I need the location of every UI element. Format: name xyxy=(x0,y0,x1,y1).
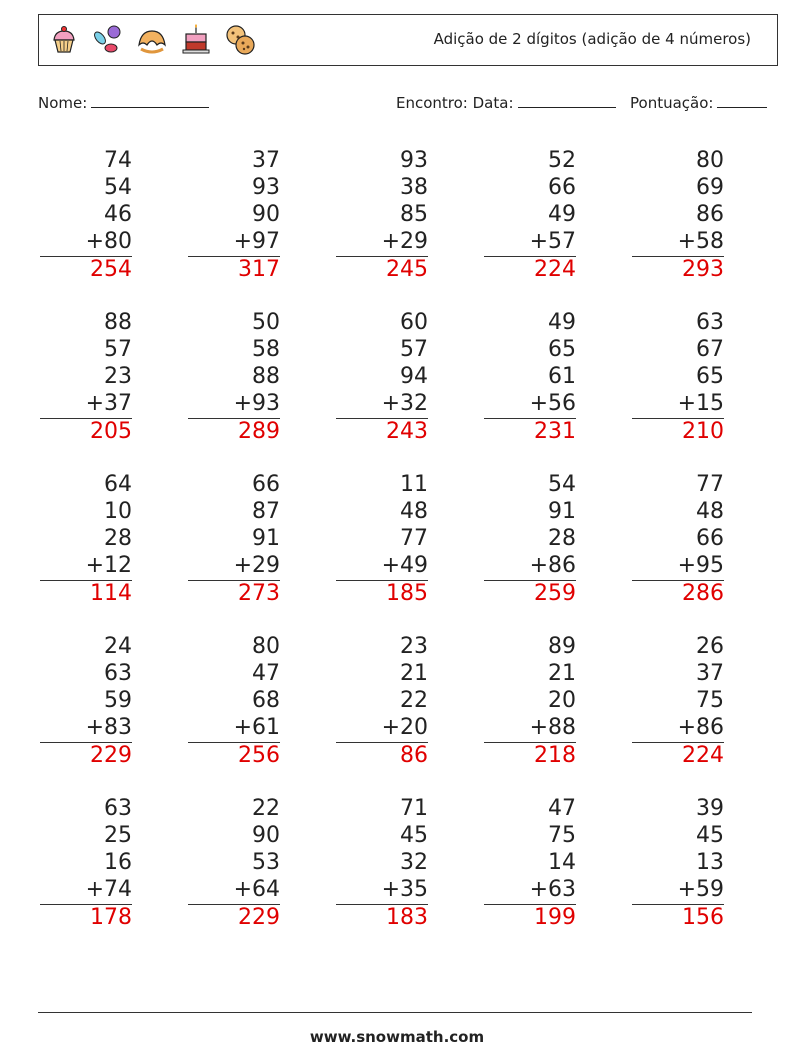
addition-problem xyxy=(188,795,280,931)
addend: +83 xyxy=(85,715,132,740)
addition-problem xyxy=(336,309,428,445)
addend: 54 xyxy=(104,175,132,200)
addition-problem xyxy=(188,633,280,769)
addend: 85 xyxy=(400,202,428,227)
addend: 14 xyxy=(548,850,576,875)
addend: 52 xyxy=(548,148,576,173)
worksheet-header xyxy=(38,14,778,66)
addend: +97 xyxy=(233,229,280,254)
addend: 91 xyxy=(252,526,280,551)
addend: 54 xyxy=(548,472,576,497)
addition-problem xyxy=(40,795,132,931)
addend: 37 xyxy=(696,661,724,686)
addend: +61 xyxy=(233,715,280,740)
addend: +86 xyxy=(529,553,576,578)
addition-problem xyxy=(40,147,132,283)
answer: 259 xyxy=(484,580,576,607)
meeting-label: Encontro: Data: xyxy=(396,94,514,112)
addition-problem xyxy=(40,471,132,607)
date-blank[interactable] xyxy=(518,93,616,108)
addend: 63 xyxy=(104,796,132,821)
answer: 86 xyxy=(336,742,428,769)
answer: 243 xyxy=(336,418,428,445)
addend: +59 xyxy=(677,877,724,902)
answer: 317 xyxy=(188,256,280,283)
addend: 63 xyxy=(696,310,724,335)
answer: 156 xyxy=(632,904,724,931)
addend: 47 xyxy=(252,661,280,686)
addend: 93 xyxy=(252,175,280,200)
answer: 293 xyxy=(632,256,724,283)
addend: 10 xyxy=(104,499,132,524)
answer: 210 xyxy=(632,418,724,445)
addend: 11 xyxy=(400,472,428,497)
addend: 88 xyxy=(104,310,132,335)
answer: 289 xyxy=(188,418,280,445)
addition-problem xyxy=(632,147,724,283)
addition-problem xyxy=(484,795,576,931)
addend: 86 xyxy=(696,202,724,227)
addend: +29 xyxy=(233,553,280,578)
addend: 25 xyxy=(104,823,132,848)
addend: 89 xyxy=(548,634,576,659)
answer: 231 xyxy=(484,418,576,445)
addend: 45 xyxy=(400,823,428,848)
addend: 57 xyxy=(400,337,428,362)
addend: 90 xyxy=(252,202,280,227)
addend: 21 xyxy=(400,661,428,686)
answer: 185 xyxy=(336,580,428,607)
addend: +74 xyxy=(85,877,132,902)
addend: +49 xyxy=(381,553,428,578)
addend: 63 xyxy=(104,661,132,686)
addend: +86 xyxy=(677,715,724,740)
score-blank[interactable] xyxy=(717,93,767,108)
addend: 58 xyxy=(252,337,280,362)
score-field xyxy=(630,93,767,112)
addition-problem xyxy=(188,471,280,607)
answer: 224 xyxy=(484,256,576,283)
addend: 49 xyxy=(548,310,576,335)
addend: 66 xyxy=(696,526,724,551)
addend: 23 xyxy=(104,364,132,389)
addend: 64 xyxy=(104,472,132,497)
answer: 199 xyxy=(484,904,576,931)
addend: 21 xyxy=(548,661,576,686)
answer: 256 xyxy=(188,742,280,769)
addend: 67 xyxy=(696,337,724,362)
addition-problem xyxy=(484,309,576,445)
addend: 68 xyxy=(252,688,280,713)
addition-problem xyxy=(336,147,428,283)
addition-problem xyxy=(484,633,576,769)
addition-problem xyxy=(336,795,428,931)
addend: +58 xyxy=(677,229,724,254)
addend: 48 xyxy=(400,499,428,524)
addend: 32 xyxy=(400,850,428,875)
answer: 273 xyxy=(188,580,280,607)
addend: +20 xyxy=(381,715,428,740)
addend: 53 xyxy=(252,850,280,875)
addend: +15 xyxy=(677,391,724,416)
addend: +35 xyxy=(381,877,428,902)
name-label: Nome: xyxy=(38,94,88,112)
addend: +56 xyxy=(529,391,576,416)
addition-problem xyxy=(484,471,576,607)
addend: 91 xyxy=(548,499,576,524)
addend: 69 xyxy=(696,175,724,200)
addition-problem xyxy=(336,471,428,607)
addition-problem xyxy=(40,633,132,769)
footer-divider xyxy=(38,1012,752,1013)
addend: 94 xyxy=(400,364,428,389)
addend: 65 xyxy=(696,364,724,389)
answer: 178 xyxy=(40,904,132,931)
addition-problem xyxy=(484,147,576,283)
answer: 114 xyxy=(40,580,132,607)
addend: 75 xyxy=(696,688,724,713)
name-blank[interactable] xyxy=(91,93,209,108)
name-field xyxy=(38,93,209,112)
addition-problem xyxy=(40,309,132,445)
cookie-icon xyxy=(223,23,257,57)
addend: 24 xyxy=(104,634,132,659)
addend: 38 xyxy=(400,175,428,200)
header-icons xyxy=(47,23,257,57)
addend: 90 xyxy=(252,823,280,848)
answer: 286 xyxy=(632,580,724,607)
candy-icon xyxy=(91,23,125,57)
addend: 48 xyxy=(696,499,724,524)
addend: 28 xyxy=(104,526,132,551)
addend: 39 xyxy=(696,796,724,821)
addend: 22 xyxy=(400,688,428,713)
answer: 224 xyxy=(632,742,724,769)
answer: 218 xyxy=(484,742,576,769)
addend: 77 xyxy=(696,472,724,497)
addition-problem xyxy=(632,471,724,607)
addend: 47 xyxy=(548,796,576,821)
addend: 22 xyxy=(252,796,280,821)
addend: 16 xyxy=(104,850,132,875)
addition-problem xyxy=(188,147,280,283)
addend: 59 xyxy=(104,688,132,713)
addend: 23 xyxy=(400,634,428,659)
addend: 26 xyxy=(696,634,724,659)
addition-problem xyxy=(632,633,724,769)
addend: 45 xyxy=(696,823,724,848)
addend: 61 xyxy=(548,364,576,389)
addend: 93 xyxy=(400,148,428,173)
answer: 254 xyxy=(40,256,132,283)
worksheet-title: Adição de 2 dígitos (adição de 4 números) xyxy=(433,30,751,48)
answer: 245 xyxy=(336,256,428,283)
addend: +95 xyxy=(677,553,724,578)
addend: 80 xyxy=(696,148,724,173)
answer: 229 xyxy=(188,904,280,931)
addend: +80 xyxy=(85,229,132,254)
addend: 77 xyxy=(400,526,428,551)
addend: 88 xyxy=(252,364,280,389)
footer-site[interactable]: www.snowmath.com xyxy=(309,1028,485,1046)
answer: 205 xyxy=(40,418,132,445)
addition-problem xyxy=(188,309,280,445)
addend: 57 xyxy=(104,337,132,362)
addend: 74 xyxy=(104,148,132,173)
addend: 37 xyxy=(252,148,280,173)
addend: +93 xyxy=(233,391,280,416)
addend: +63 xyxy=(529,877,576,902)
addend: 13 xyxy=(696,850,724,875)
addend: 87 xyxy=(252,499,280,524)
addend: +57 xyxy=(529,229,576,254)
addend: 75 xyxy=(548,823,576,848)
addend: 28 xyxy=(548,526,576,551)
addend: 80 xyxy=(252,634,280,659)
croissant-icon xyxy=(135,23,169,57)
addition-problem xyxy=(632,795,724,931)
addend: 20 xyxy=(548,688,576,713)
addend: +29 xyxy=(381,229,428,254)
answer: 229 xyxy=(40,742,132,769)
addend: +64 xyxy=(233,877,280,902)
cupcake-icon xyxy=(47,23,81,57)
addend: 60 xyxy=(400,310,428,335)
cake-icon xyxy=(179,23,213,57)
addend: 50 xyxy=(252,310,280,335)
score-label: Pontuação: xyxy=(630,94,714,112)
addend: +32 xyxy=(381,391,428,416)
addend: 46 xyxy=(104,202,132,227)
answer: 183 xyxy=(336,904,428,931)
addition-problem xyxy=(632,309,724,445)
addend: 65 xyxy=(548,337,576,362)
addition-problem xyxy=(336,633,428,769)
meeting-field xyxy=(396,93,616,112)
addend: 66 xyxy=(252,472,280,497)
addend: 66 xyxy=(548,175,576,200)
addend: 49 xyxy=(548,202,576,227)
addend: +12 xyxy=(85,553,132,578)
addend: +37 xyxy=(85,391,132,416)
addend: 71 xyxy=(400,796,428,821)
addend: +88 xyxy=(529,715,576,740)
